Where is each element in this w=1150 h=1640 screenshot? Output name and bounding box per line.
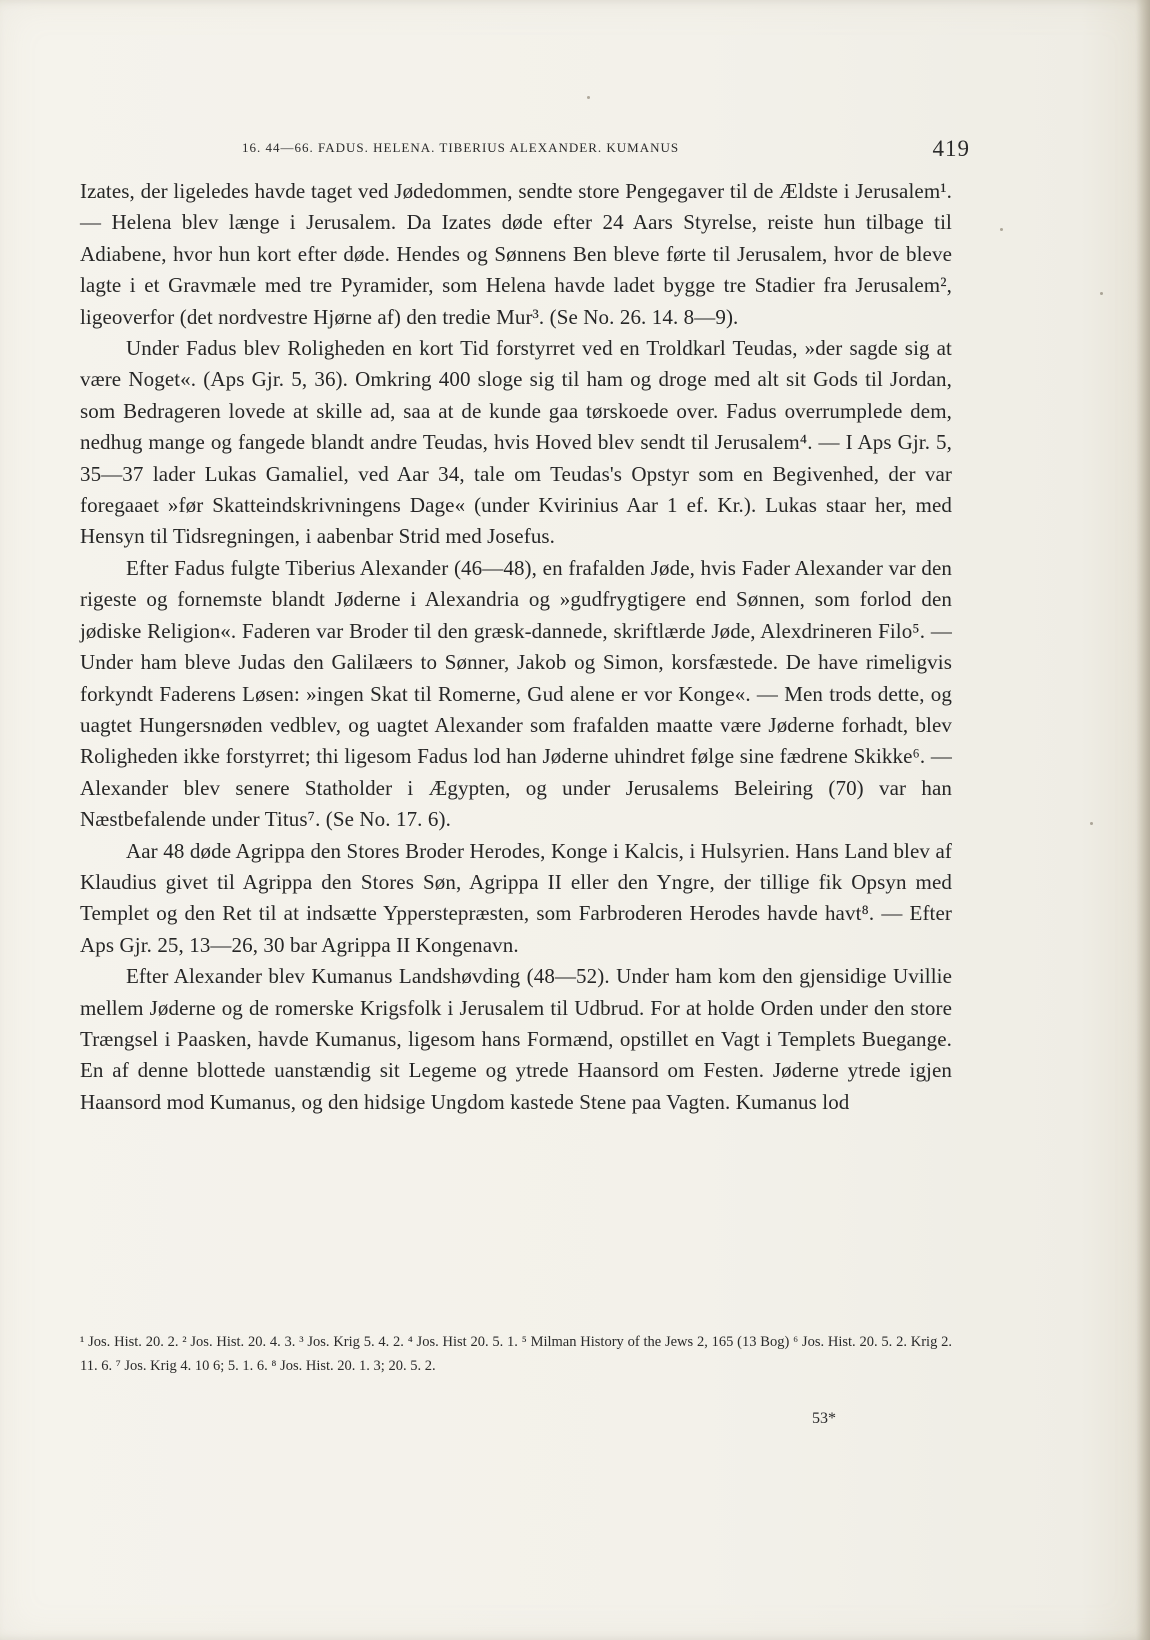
- page-number: 419: [932, 136, 970, 161]
- page-header: [80, 138, 970, 168]
- paragraph-kumanus: Efter Alexander blev Kumanus Landshøvding (48—52). Under ham kom den gjensidige Uvillie mellem Jøderne og de romerske Krigsfolk i Jerusalem til Udbrud. For at holde Orden under den store Trængsel i Paasken, havde Kumanus, ligesom hans Formænd, opstillet en Vagt i Templets Buegange. En af denne blottede uanstændig sit Legeme og ytrede Haansord om Festen. Jøderne ytrede igjen Haansord mod Kumanus, og den hidsige Ungdom kastede Stene paa Vagten. Kumanus lod: [80, 964, 952, 1114]
- paragraph-fadus-teudas: Under Fadus blev Roligheden en kort Tid forstyrret ved en Troldkarl Teudas, »der sagde sig at være Noget«. (Aps Gjr. 5, 36). Omkring 400 sloge sig til ham og droge med alt sit Gods til Jordan, som Bedrageren lovede at skille ad, saa at de kunde gaa tørskoede over. Fadus overrumplede dem, nedhug mange og fangede blandt andre Teudas, hvis Hoved blev sendt til Jerusalem⁴. — I Aps Gjr. 5, 35—37 lader Lukas Gamaliel, ved Aar 34, tale om Teudas's Opstyr som en Begivenhed, der var foregaaet »før Skatteindskrivningens Dage« (under Kvirinius Aar 1 ef. Kr.). Lukas staar her, med Hensyn til Tidsregningen, i aabenbar Strid med Josefus.: [80, 336, 952, 549]
- paper-speck: [1090, 822, 1093, 825]
- paper-speck: [1000, 228, 1003, 231]
- running-head: 16. 44—66. FADUS. HELENA. TIBERIUS ALEXANDER. KUMANUS: [242, 140, 680, 155]
- page-fold-shadow: [1136, 0, 1150, 1640]
- signature-mark: 53*: [812, 1410, 836, 1427]
- paper-speck: [587, 96, 590, 99]
- paper-speck: [940, 1040, 943, 1043]
- footnotes: ¹ Jos. Hist. 20. 2. ² Jos. Hist. 20. 4. 3. ³ Jos. Krig 5. 4. 2. ⁴ Jos. Hist 20. 5. 1. ⁵ Milman History of the Jews 2, 165 (13 Bog) ⁶ Jos. Hist. 20. 5. 2. Krig 2. 11. 6. ⁷ Jos. Krig 4. 10 6; 5. 1. 6. ⁸ Jos. Hist. 20. 1. 3; 20. 5. 2.: [80, 1334, 952, 1374]
- paragraph-tiberius-alexander: Efter Fadus fulgte Tiberius Alexander (46—48), en frafalden Jøde, hvis Fader Alexander var den rigeste og fornemste blandt Jøderne i Alexandria og »gudfrygtigere end Sønnen, som forlod den jødiske Religion«. Faderen var Broder til den græsk-dannede, skriftlærde Jøde, Alexdrineren Filo⁵. — Under ham bleve Judas den Galilæers to Sønner, Jakob og Simon, korsfæstede. De have rimeligvis forkyndt Faderens Løsen: »ingen Skat til Romerne, Gud alene er vor Konge«. — Men trods dette, og uagtet Hungersnøden vedblev, og uagtet Alexander som frafalden maatte være Jøderne forhadt, blev Roligheden ikke forstyrret; thi ligesom Fadus lod han Jøderne uhindret følge sine fædrene Skikke⁶. — Alexander blev senere Statholder i Ægypten, og under Jerusalems Beleiring (70) var han Næstbefalende under Titus⁷. (Se No. 17. 6).: [80, 555, 952, 832]
- paragraph-izates-helena: Izates, der ligeledes havde taget ved Jødedommen, sendte store Pengegaver til de Ældste i Jerusalem¹. — Helena blev længe i Jerusalem. Da Izates døde efter 24 Aars Styrelse, reiste hun tilbage til Adiabene, hvor hun kort efter døde. Hendes og Sønnens Ben bleve førte til Jerusalem, hvor de bleve lagte i et Gravmæle med tre Pyramider, som Helena havde ladet bygge tre Stadier fra Jerusalem², ligeoverfor (det nordvestre Hjørne af) den tredie Mur³. (Se No. 26. 14. 8—9).: [80, 179, 952, 329]
- body-text: [80, 176, 952, 1118]
- paper-speck: [1100, 292, 1103, 295]
- paragraph-agrippa: Aar 48 døde Agrippa den Stores Broder Herodes, Konge i Kalcis, i Hulsyrien. Hans Land blev af Klaudius givet til Agrippa den Stores Søn, Agrippa II eller den Yngre, der tillige fik Opsyn med Templet og den Ret til at indsætte Ypperstepræsten, som Farbroderen Herodes havde havt⁸. — Efter Aps Gjr. 25, 13—26, 30 bar Agrippa II Kongenavn.: [80, 838, 952, 957]
